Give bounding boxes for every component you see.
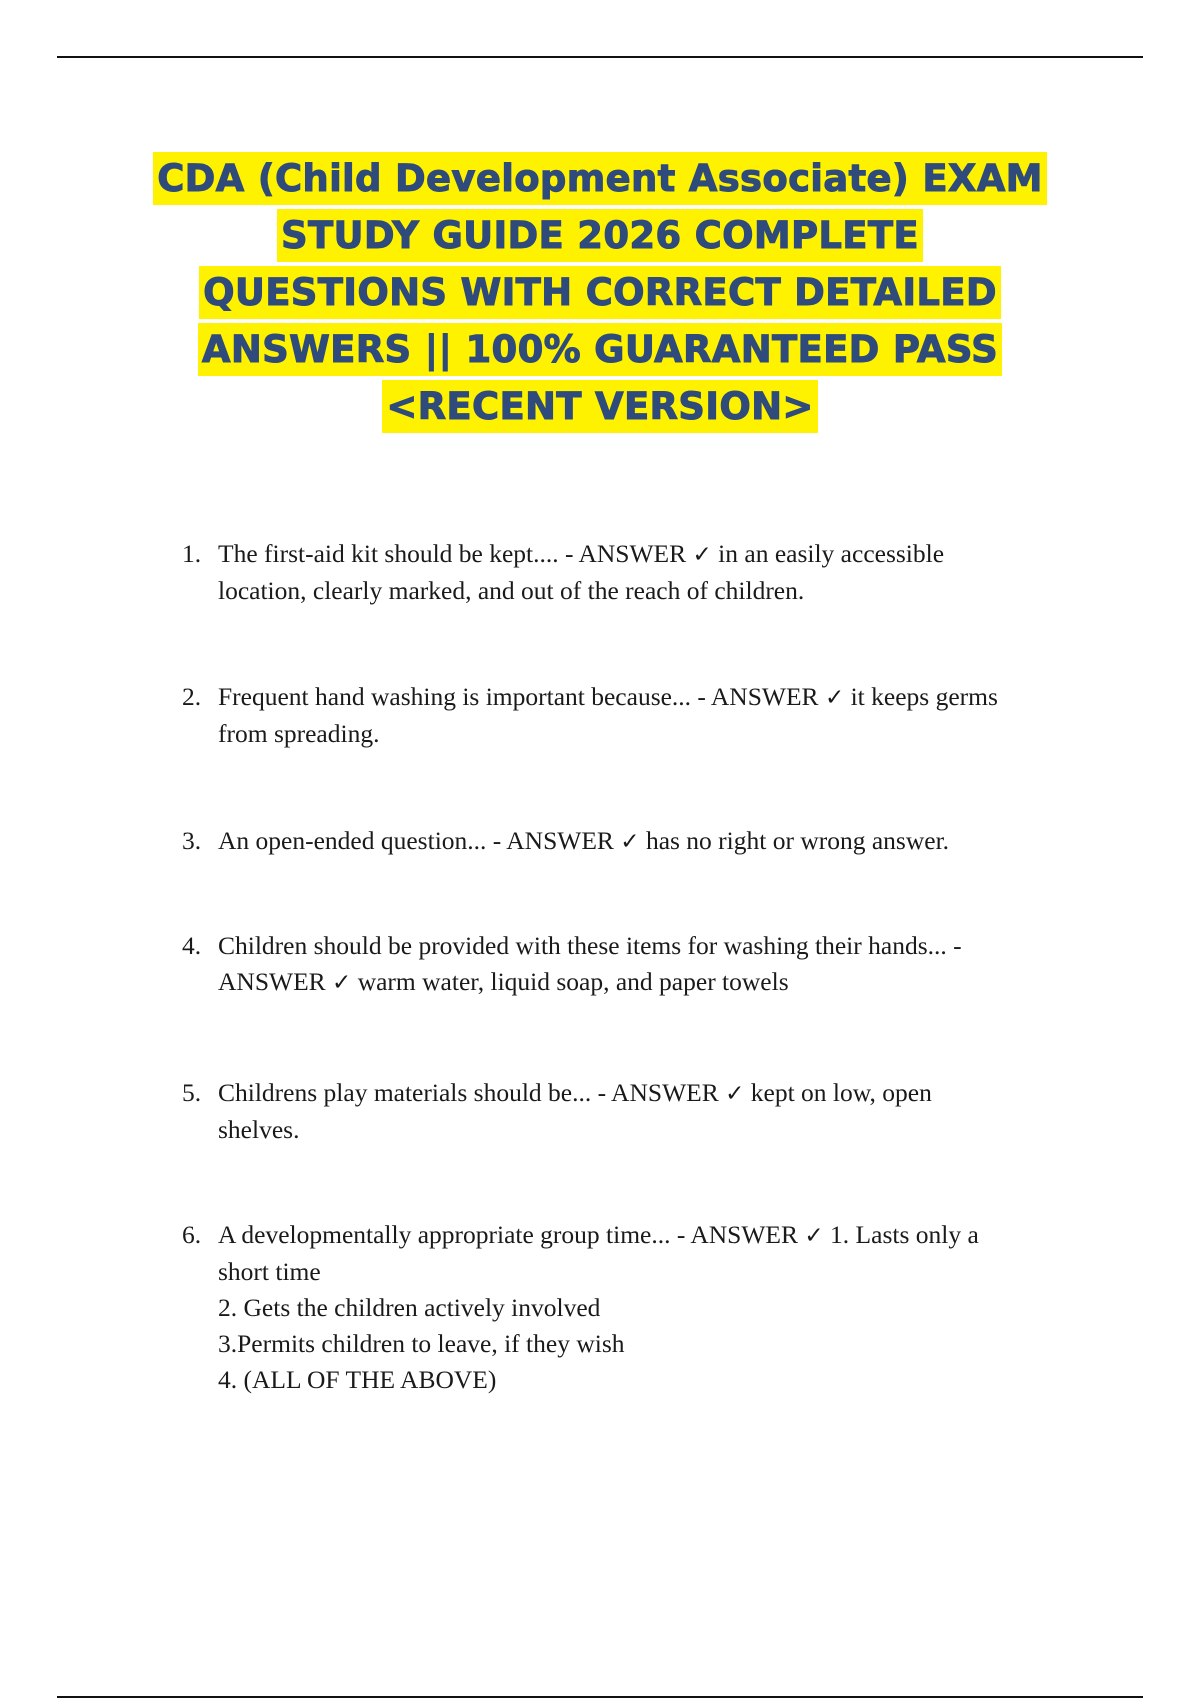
question-number: 2. — [182, 682, 202, 711]
text-line — [218, 1112, 1102, 1148]
checkmark-icon: ✓ — [332, 970, 352, 996]
line-text: The first-aid kit should be kept.... - ANSWER — [218, 539, 687, 568]
line-text: Children should be provided with these items for washing their hands... - — [218, 931, 962, 960]
answer-text: warm water, liquid soap, and paper towels — [357, 967, 789, 996]
question-item — [182, 928, 1102, 1001]
checkmark-icon: ✓ — [804, 1223, 824, 1249]
title-line: CDA (Child Development Associate) EXAM — [153, 152, 1047, 205]
checkmark-icon: ✓ — [725, 1081, 745, 1107]
checkmark-icon: ✓ — [824, 685, 845, 711]
question-number: 6. — [182, 1220, 202, 1249]
title-line: QUESTIONS WITH CORRECT DETAILED — [199, 266, 1001, 319]
text-line — [218, 679, 1102, 716]
text-line — [218, 1290, 1102, 1326]
question-text — [218, 928, 1102, 1001]
line-text: 4. (ALL OF THE ABOVE) — [218, 1365, 497, 1394]
question-text — [218, 1075, 1102, 1148]
question-item — [182, 1075, 1102, 1148]
question-number: 3. — [182, 826, 202, 855]
question-item — [182, 679, 1102, 752]
title-line: ANSWERS || 100% GUARANTEED PASS — [198, 323, 1002, 376]
question-text — [218, 679, 1102, 752]
question-text — [218, 823, 1102, 860]
text-line — [218, 573, 1102, 609]
line-text: Frequent hand washing is important because... - ANSWER — [218, 682, 819, 711]
question-item — [182, 823, 1102, 860]
line-text: ANSWER — [218, 967, 326, 996]
title-line: STUDY GUIDE 2026 COMPLETE — [277, 209, 923, 262]
text-line — [218, 1254, 1102, 1290]
line-text: location, clearly marked, and out of the reach of children. — [218, 576, 805, 605]
text-line — [218, 1362, 1102, 1398]
checkmark-icon: ✓ — [620, 829, 640, 855]
answer-text: has no right or wrong answer. — [645, 826, 950, 855]
line-text: from spreading. — [218, 719, 380, 748]
text-line — [218, 716, 1102, 752]
text-line — [218, 536, 1102, 573]
text-line — [218, 1217, 1102, 1254]
line-text: Childrens play materials should be... - ANSWER — [218, 1078, 719, 1107]
question-number: 5. — [182, 1078, 202, 1107]
text-line — [218, 823, 1102, 860]
line-text: 2. Gets the children actively involved — [218, 1293, 601, 1322]
text-line — [218, 928, 1102, 964]
question-number: 1. — [182, 539, 202, 568]
bottom-rule — [57, 1696, 1143, 1698]
answer-text: in an easily accessible — [718, 539, 945, 568]
question-number: 4. — [182, 931, 202, 960]
question-text — [218, 536, 1102, 609]
line-text: An open-ended question... - ANSWER — [218, 826, 614, 855]
answer-text: it keeps germs — [850, 682, 998, 711]
line-text: shelves. — [218, 1115, 300, 1144]
checkmark-icon: ✓ — [692, 542, 712, 568]
question-text — [218, 1217, 1102, 1398]
title-line: <RECENT VERSION> — [382, 380, 817, 433]
question-item — [182, 536, 1102, 609]
line-text: A developmentally appropriate group time... - ANSWER — [218, 1220, 799, 1249]
question-item — [182, 1217, 1102, 1398]
text-line — [218, 964, 1102, 1001]
text-line — [218, 1326, 1102, 1362]
answer-text: 1. Lasts only a — [830, 1220, 979, 1249]
text-line — [218, 1075, 1102, 1112]
answer-text: kept on low, open — [750, 1078, 932, 1107]
line-text: short time — [218, 1257, 321, 1286]
line-text: 3.Permits children to leave, if they wish — [218, 1329, 625, 1358]
